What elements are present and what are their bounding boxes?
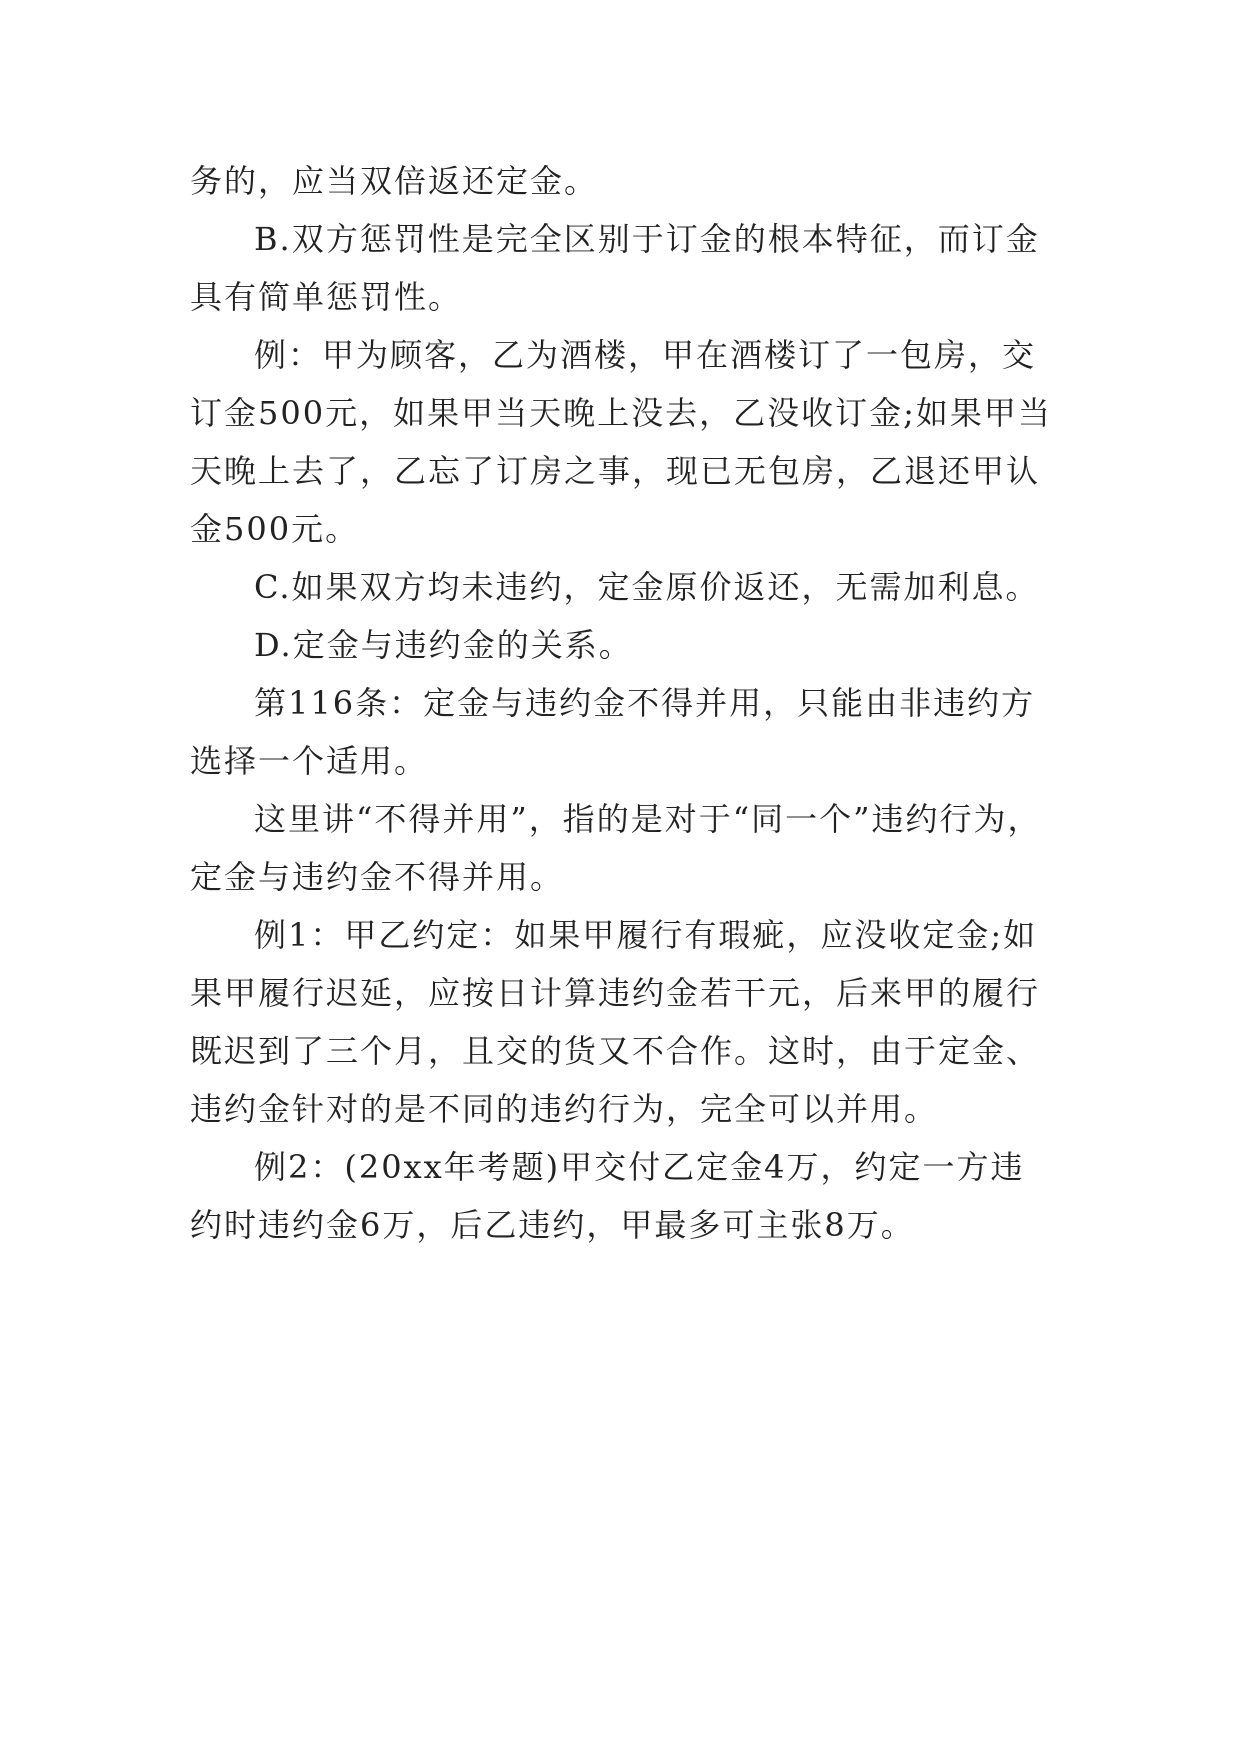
paragraph-6: 第116条：定金与违约金不得并用，只能由非违约方选择一个适用。 — [190, 684, 1036, 780]
paragraph-3: 例：甲为顾客，乙为酒楼，甲在酒楼订了一包房，交订金500元，如果甲当天晚上没去，乙没收订金;如果甲当天晚上去了，乙忘了订房之事，现已无包房，乙退还甲认金500元。 — [190, 336, 1052, 548]
paragraph-2: B.双方惩罚性是完全区别于订金的根本特征，而订金具有简单惩罚性。 — [190, 220, 1040, 316]
paragraph-9: 例2：(20xx年考题)甲交付乙定金4万，约定一方违约时违约金6万，后乙违约，甲最多可主张8万。 — [190, 1148, 1025, 1244]
paragraph-5: D.定金与违约金的关系。 — [254, 626, 633, 664]
document-body — [190, 152, 1052, 1254]
paragraph-7: 这里讲“不得并用”，指的是对于“同一个”违约行为，定金与违约金不得并用。 — [190, 800, 1042, 896]
paragraph-1: 务的，应当双倍返还定金。 — [190, 162, 599, 200]
paragraph-4: C.如果双方均未违约，定金原价返还，无需加利息。 — [254, 568, 1040, 606]
paragraph-8: 例1：甲乙约定：如果甲履行有瑕疵，应没收定金;如果甲履行迟延，应按日计算违约金若干元，后来甲的履行既迟到了三个月，且交的货又不合作。这时，由于定金、违约金针对的是不同的违约行为，完全可以并用。 — [190, 916, 1041, 1128]
